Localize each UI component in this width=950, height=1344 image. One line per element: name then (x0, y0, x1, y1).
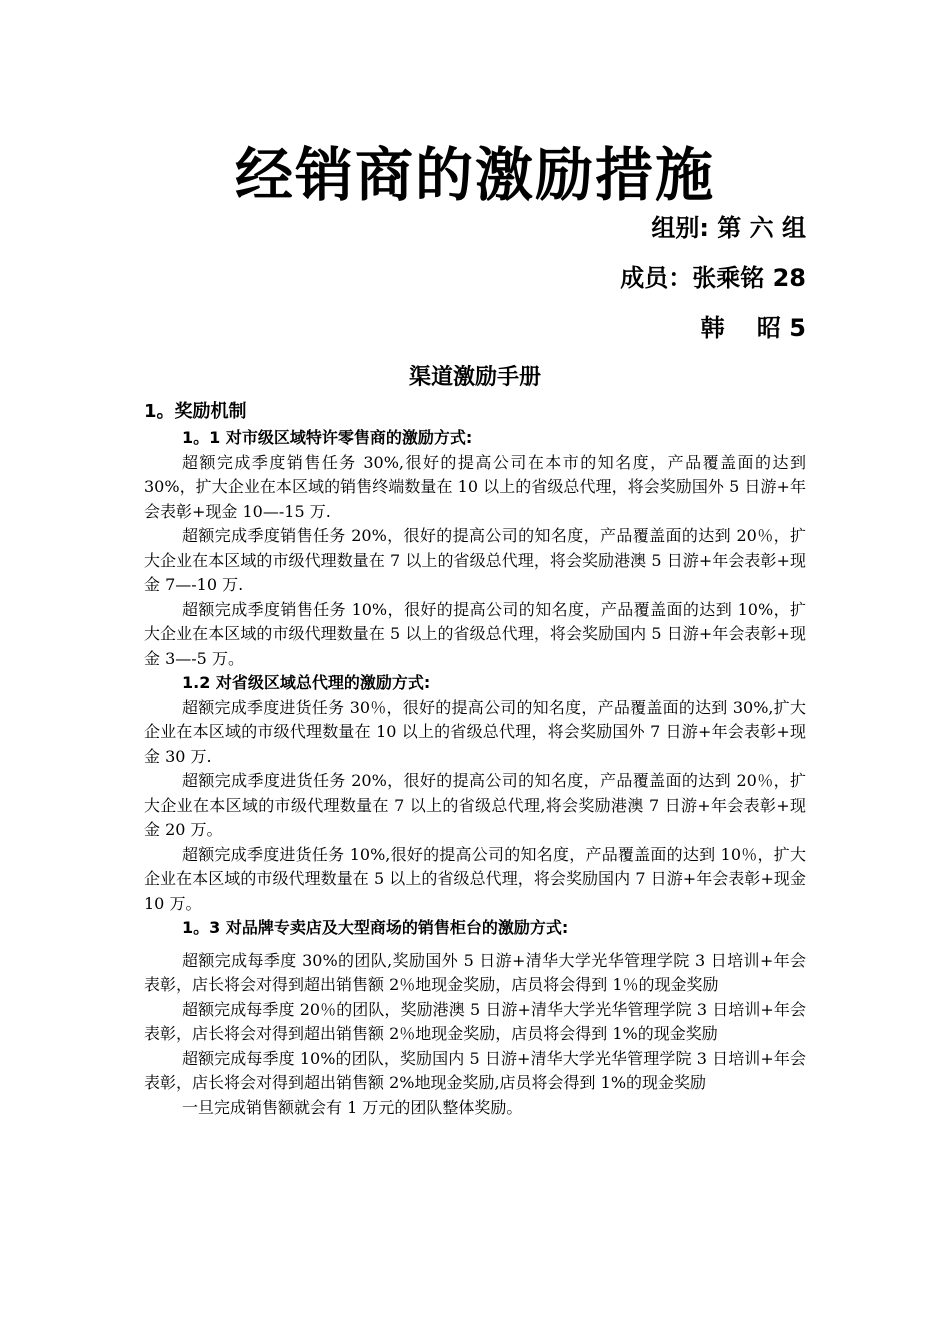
group-label: 组别: 第 六 组 (651, 214, 806, 242)
paragraph: 超额完成季度进货任务 20%，很好的提高公司的知名度，产品覆盖面的达到 20％，扩大企业在本区域的市级代理数量在 7 以上的省级总代理,将会奖励港澳 7 日游+年会表彰+现金 20 万。 (144, 771, 806, 839)
paragraph: 超额完成每季度 10%的团队，奖励国内 5 日游+清华大学光华管理学院 3 日培训+年会表彰，店长将会对得到超出销售额 2%地现金奖励,店员将会得到 1%的现金奖励 (144, 1048, 806, 1092)
members-line-2: 韩 昭 5 (700, 314, 806, 342)
paragraph: 超额完成季度进货任务 30％，很好的提高公司的知名度，产品覆盖面的达到 30%,扩大企业在本区域的市级代理数量在 10 以上的省级总代理，将会奖励国外 7 日游+年会表彰+现金 30 万. (144, 697, 806, 766)
subsection-heading-1-1: 1。1 对市级区域特许零售商的激励方式: (182, 428, 473, 447)
section-heading: 1。奖励机制 (144, 401, 247, 422)
paragraph: 超额完成季度销售任务 10%，很好的提高公司的知名度，产品覆盖面的达到 10%，扩大企业在本区域的市级代理数量在 5 以上的省级总代理，将会奖励国内 5 日游+年会表彰+现金 3—-5 万。 (144, 599, 806, 668)
paragraph: 超额完成季度进货任务 10%,很好的提高公司的知名度，产品覆盖面的达到 10％，扩大企业在本区域的市级代理数量在 5 以上的省级总代理，将会奖励国内 7 日游+年会表彰+现金 10 万。 (144, 844, 806, 913)
paragraph: 超额完成季度销售任务 30%,很好的提高公司在本市的知名度，产品覆盖面的达到 30%，扩大企业在本区域的销售终端数量在 10 以上的省级总代理，将会奖励国外 5 日游+年会表彰+现金 10—-15 万. (144, 452, 806, 521)
subsection-heading-1-2: 1.2 对省级区域总代理的激励方式: (182, 673, 431, 692)
members-line-1: 成员：张乘铭 28 (620, 264, 806, 292)
document-title: 经销商的激励措施 (234, 141, 715, 209)
subsection-heading-1-3: 1。3 对品牌专卖店及大型商场的销售柜台的激励方式: (182, 918, 569, 937)
paragraph: 超额完成每季度 30%的团队,奖励国外 5 日游+清华大学光华管理学院 3 日培训+年会表彰，店长将会对得到超出销售额 2％地现金奖励，店员将会得到 1％的现金奖励 (144, 950, 806, 994)
paragraph: 超额完成每季度 20％的团队，奖励港澳 5 日游+清华大学光华管理学院 3 日培训+年会表彰，店长将会对得到超出销售额 2％地现金奖励，店员将会得到 1%的现金奖励 (144, 999, 806, 1043)
handbook-title: 渠道激励手册 (408, 365, 541, 390)
paragraph: 超额完成季度销售任务 20%，很好的提高公司的知名度，产品覆盖面的达到 20％，扩大企业在本区域的市级代理数量在 7 以上的省级总代理，将会奖励港澳 5 日游+年会表彰+现金 7—-10 万. (144, 526, 806, 594)
paragraph: 一旦完成销售额就会有 1 万元的团队整体奖励。 (182, 1097, 523, 1117)
document-body (144, 398, 806, 1120)
